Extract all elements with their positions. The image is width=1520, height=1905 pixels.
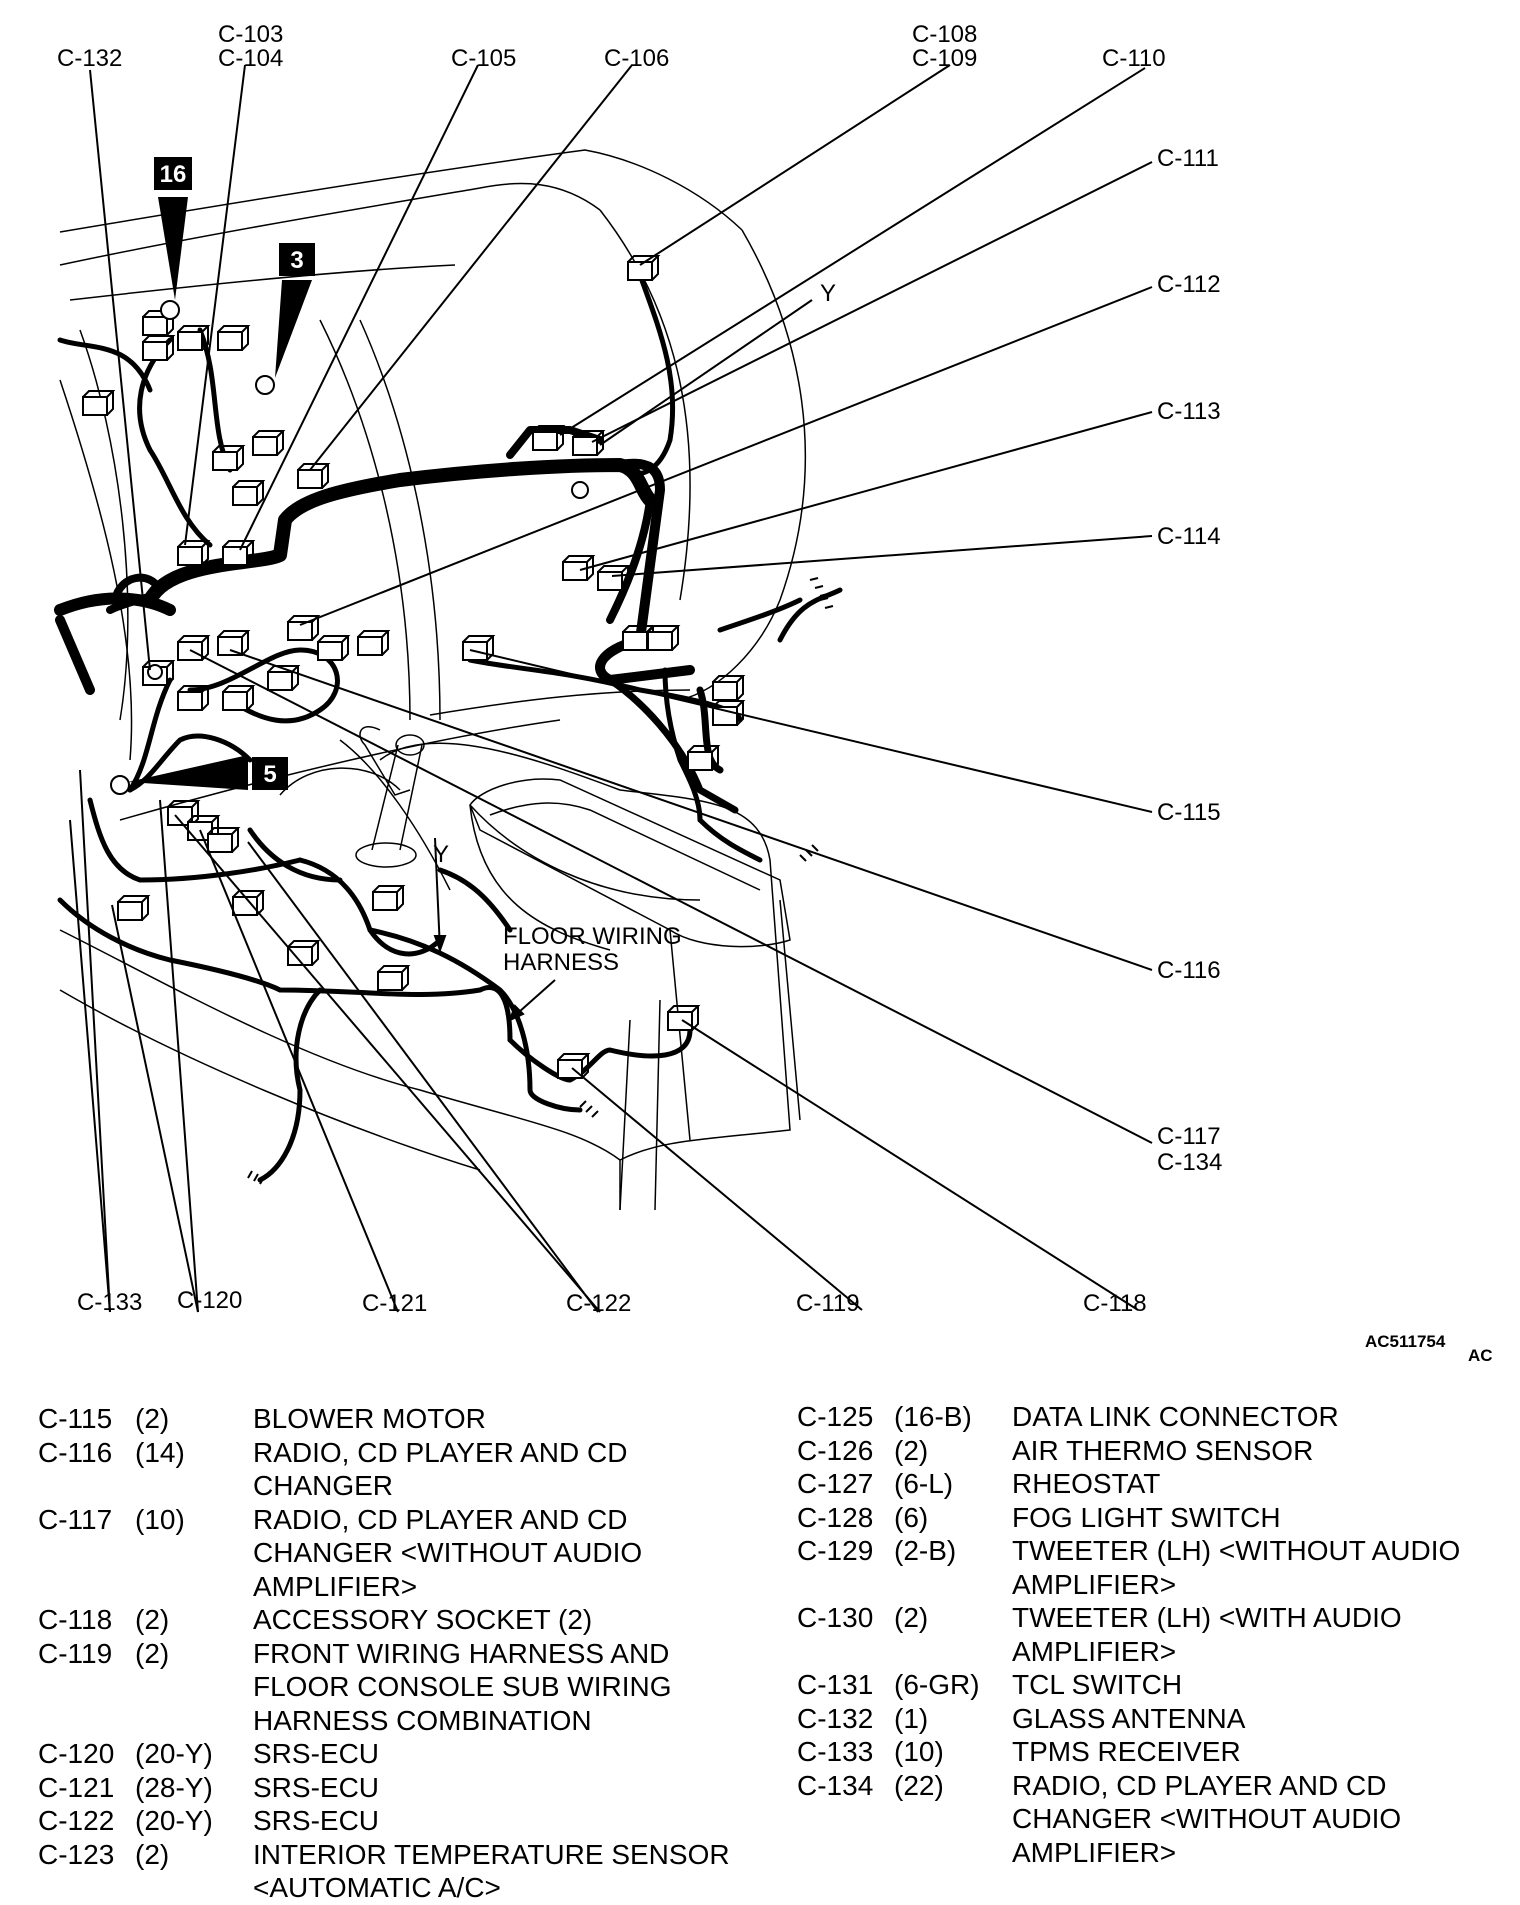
legend-code: C-131 (797, 1669, 874, 1700)
legend-pins: (10) (135, 1503, 185, 1535)
legend-pins: (14) (135, 1436, 185, 1468)
legend-code: C-123 (38, 1838, 115, 1870)
shift-lever (356, 735, 424, 867)
label-c113: C-113 (1157, 398, 1221, 425)
label-c119: C-119 (796, 1290, 860, 1317)
legend-desc: INTERIOR TEMPERATURE SENSOR <AUTOMATIC A/C> (253, 1838, 730, 1903)
legend-desc: TPMS RECEIVER (1012, 1736, 1241, 1767)
legend-desc: AIR THERMO SENSOR (1012, 1434, 1314, 1466)
legend-pins: (2) (135, 1838, 170, 1870)
legend-code: C-116 (38, 1436, 113, 1468)
legend-desc: SRS-ECU (253, 1805, 380, 1836)
marker-16 (154, 157, 192, 300)
label-c118: C-118 (1083, 1290, 1147, 1317)
legend-row (797, 1601, 1512, 1668)
legend-row (797, 1501, 1512, 1535)
legend-code: C-126 (797, 1434, 874, 1466)
legend-pins: (16-B) (894, 1401, 972, 1432)
label-floor-harness: HARNESS (503, 949, 620, 976)
marker-5-label: 5 (263, 761, 277, 788)
legend-desc: SRS-ECU (253, 1738, 380, 1769)
legend-row (797, 1434, 1512, 1468)
legend-row (797, 1534, 1512, 1601)
main-harness (60, 430, 735, 810)
label-c116: C-116 (1157, 957, 1221, 984)
legend-pins: (6-L) (894, 1468, 954, 1499)
marker-3 (275, 243, 315, 378)
legend-pins: (10) (894, 1736, 944, 1767)
legend-row (797, 1735, 1512, 1769)
legend-row (797, 1702, 1512, 1736)
branch-harness (60, 275, 840, 1180)
legend-pins: (2) (894, 1602, 929, 1633)
legend-pins: (28-Y) (135, 1771, 213, 1803)
label-y-lower: Y (433, 841, 450, 868)
legend-pins: (2) (135, 1403, 170, 1434)
legend-row (797, 1400, 1512, 1434)
legend-pins: (22) (894, 1769, 944, 1801)
label-c110: C-110 (1102, 45, 1166, 72)
legend-row (38, 1637, 758, 1738)
label-c109: C-109 (912, 45, 978, 72)
legend-row (38, 1737, 758, 1771)
legend-row (38, 1436, 758, 1503)
legend-code: C-122 (38, 1805, 115, 1836)
label-c120: C-120 (177, 1287, 243, 1314)
legend-desc: BLOWER MOTOR (253, 1403, 486, 1434)
label-c111: C-111 (1157, 145, 1219, 172)
legend-pins: (6) (894, 1501, 929, 1533)
legend-row (38, 1402, 758, 1436)
label-y-upper: Y (820, 280, 837, 307)
marker-3-label: 3 (290, 247, 304, 274)
legend-code: C-125 (797, 1401, 874, 1432)
leader-lines (70, 65, 1152, 1312)
label-c133: C-133 (77, 1289, 143, 1316)
legend-desc: FOG LIGHT SWITCH (1012, 1501, 1281, 1533)
label-c104: C-104 (218, 45, 284, 72)
legend-row (38, 1771, 758, 1805)
legend-pins: (2) (135, 1604, 170, 1635)
label-c121: C-121 (362, 1290, 428, 1317)
legend-desc: FRONT WIRING HARNESS AND FLOOR CONSOLE SUB WIRING HARNESS COMBINATION (253, 1637, 672, 1736)
legend-desc: RHEOSTAT (1012, 1468, 1161, 1499)
legend-desc: TWEETER (LH) <WITH AUDIO AMPLIFIER> (1012, 1602, 1402, 1667)
legend-code: C-119 (38, 1637, 113, 1669)
legend-pins: (20-Y) (135, 1805, 213, 1836)
label-c117: C-117 (1157, 1123, 1221, 1150)
label-c105: C-105 (451, 45, 517, 72)
legend-pins: (1) (894, 1702, 929, 1734)
legend-right (797, 1400, 1512, 1869)
label-c114: C-114 (1157, 523, 1221, 550)
legend-code: C-117 (38, 1503, 113, 1535)
legend-desc: SRS-ECU (253, 1771, 380, 1803)
legend-code: C-118 (38, 1604, 113, 1635)
legend-row (38, 1503, 758, 1604)
legend-row (38, 1804, 758, 1838)
legend-code: C-127 (797, 1468, 874, 1499)
legend-desc: DATA LINK CONNECTOR (1012, 1401, 1339, 1432)
legend-desc: TWEETER (LH) <WITHOUT AUDIO AMPLIFIER> (1012, 1535, 1461, 1600)
legend-desc: RADIO, CD PLAYER AND CD CHANGER <WITHOUT AUDIO AMPLIFIER> (1012, 1769, 1402, 1868)
legend-pins: (2) (894, 1434, 929, 1466)
legend-row (797, 1769, 1512, 1870)
figure-code-suffix: AC (1468, 1346, 1493, 1365)
label-c108: C-108 (912, 21, 978, 48)
legend-left (38, 1402, 758, 1905)
legend-pins: (20-Y) (135, 1738, 213, 1769)
legend-code: C-128 (797, 1501, 874, 1533)
legend-code: C-129 (797, 1535, 874, 1566)
legend-code: C-134 (797, 1769, 874, 1801)
figure-code: AC511754 (1365, 1332, 1446, 1351)
label-c115: C-115 (1157, 799, 1221, 826)
legend-row (38, 1838, 758, 1905)
legend-code: C-133 (797, 1736, 874, 1767)
label-floor-wiring: FLOOR WIRING (503, 923, 682, 950)
label-c134: C-134 (1157, 1149, 1223, 1176)
legend-pins: (2) (135, 1637, 170, 1669)
legend-row (797, 1668, 1512, 1702)
label-c112: C-112 (1157, 271, 1221, 298)
legend-desc: GLASS ANTENNA (1012, 1702, 1246, 1734)
label-c106: C-106 (604, 45, 670, 72)
legend-code: C-132 (797, 1702, 874, 1734)
legend-desc: ACCESSORY SOCKET (2) (253, 1604, 593, 1635)
legend-code: C-120 (38, 1738, 115, 1769)
legend-pins: (2-B) (894, 1535, 957, 1566)
label-c103: C-103 (218, 21, 284, 48)
legend-code: C-121 (38, 1771, 115, 1803)
legend-desc: RADIO, CD PLAYER AND CD CHANGER (253, 1436, 628, 1501)
legend-row (797, 1467, 1512, 1501)
legend-pins: (6-GR) (894, 1669, 980, 1700)
marker-16-label: 16 (159, 161, 187, 188)
legend-code: C-130 (797, 1602, 874, 1633)
legend-row (38, 1603, 758, 1637)
legend-desc: TCL SWITCH (1012, 1669, 1183, 1700)
legend-desc: RADIO, CD PLAYER AND CD CHANGER <WITHOUT AUDIO AMPLIFIER> (253, 1503, 643, 1602)
label-c132: C-132 (57, 45, 123, 72)
legend-code: C-115 (38, 1403, 113, 1434)
label-c122: C-122 (566, 1290, 632, 1317)
